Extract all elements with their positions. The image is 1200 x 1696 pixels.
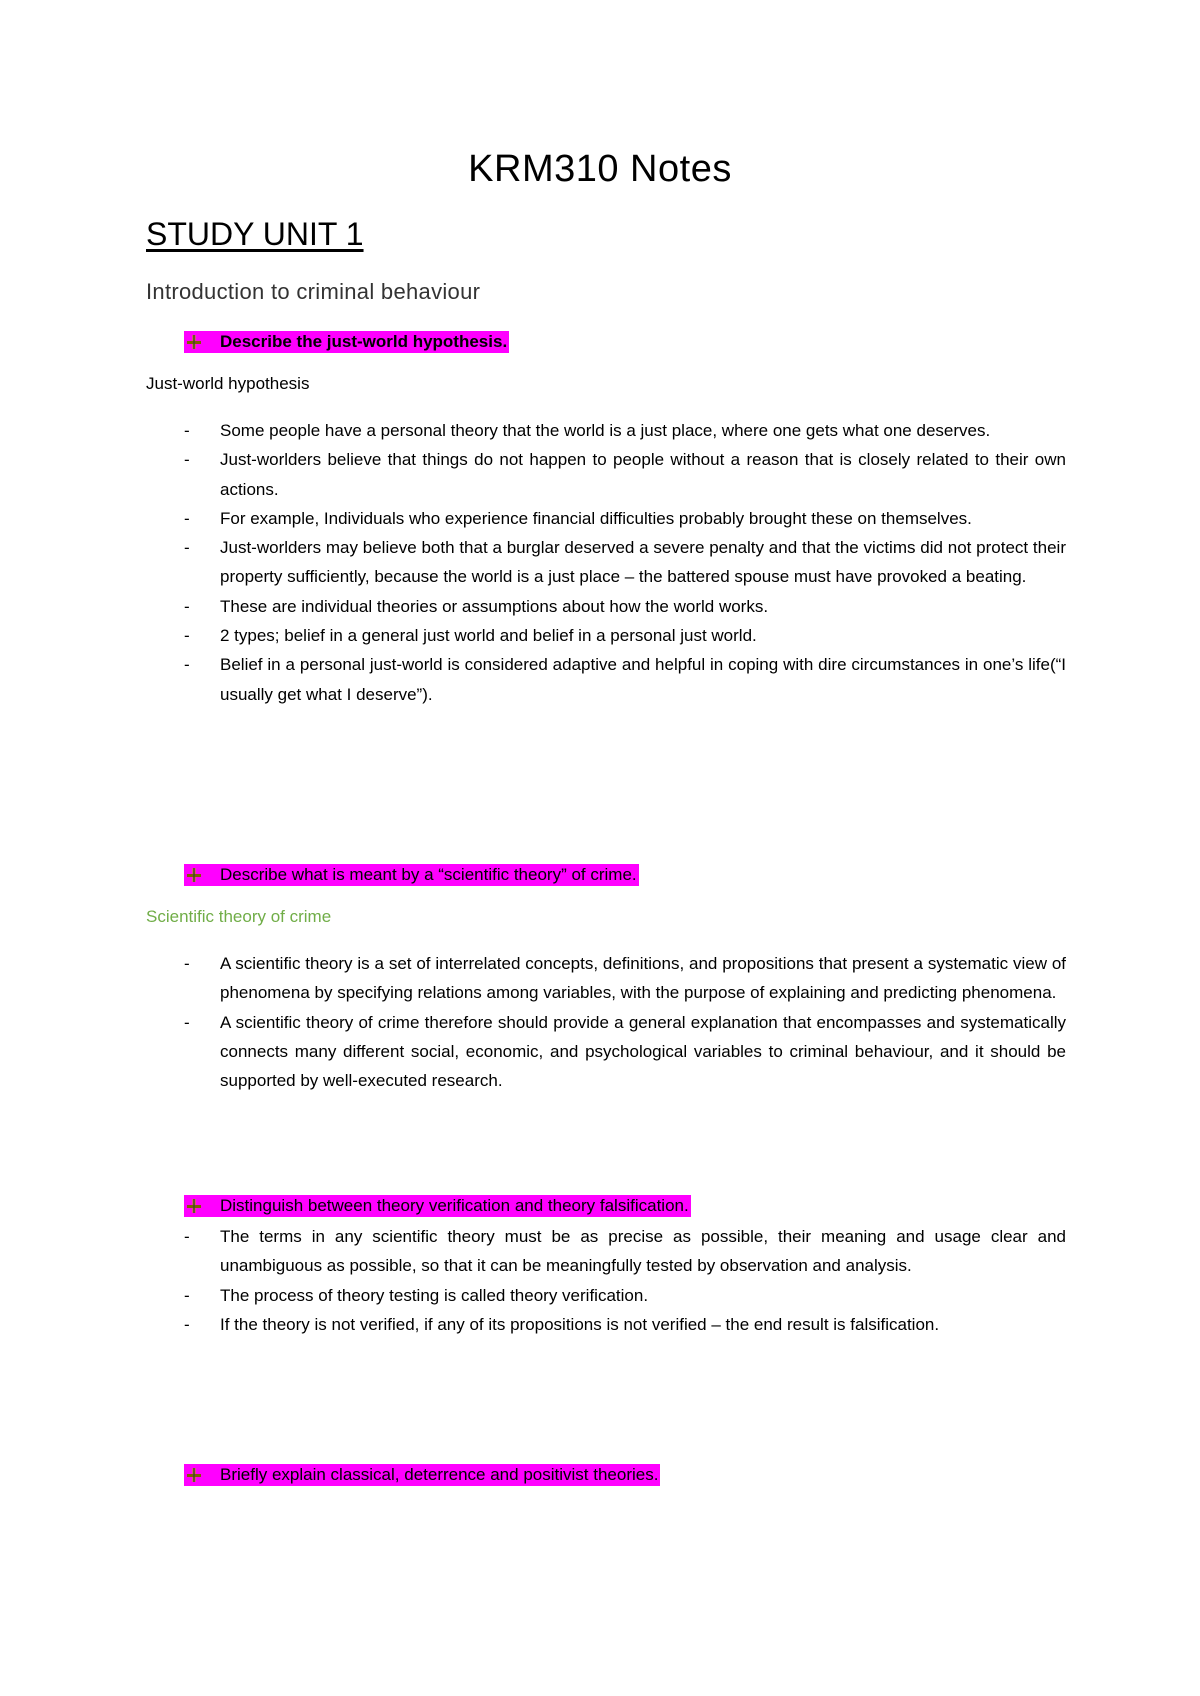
list-item: - The terms in any scientific theory must be as precise as possible, their meaning and usage clear and unambiguous as possible, so that it can be meaningfully tested by observation and analysis. bbox=[146, 1222, 1066, 1281]
unit-subtitle: Introduction to criminal behaviour bbox=[146, 279, 481, 304]
question-highlight-theories bbox=[184, 1462, 660, 1488]
list-item: - A scientific theory of crime therefore should provide a general explanation that encompasses and systematically connects many different social, economic, and psychological variables to criminal behaviour, and it should be supported by well-executed research. bbox=[146, 1008, 1066, 1096]
document-title: KRM310 Notes bbox=[468, 148, 732, 190]
verification-list bbox=[146, 1222, 1066, 1339]
list-item: - The process of theory testing is called theory verification. bbox=[146, 1281, 1066, 1310]
plus-icon bbox=[184, 864, 220, 886]
list-item: - If the theory is not verified, if any of its propositions is not verified – the end result is falsification. bbox=[146, 1310, 1066, 1339]
dash: - bbox=[184, 1285, 190, 1305]
list-item: - Some people have a personal theory that the world is a just place, where one gets what one deserves. bbox=[146, 416, 1066, 445]
list-item: - These are individual theories or assumptions about how the world works. bbox=[146, 592, 1066, 621]
list-item: - A scientific theory is a set of interrelated concepts, definitions, and propositions that present a systematic view of phenomena by specifying relations among variables, with the purpose of explaining and predicting phenomena. bbox=[146, 949, 1066, 1008]
dash: - bbox=[184, 655, 190, 675]
just-world-list bbox=[146, 416, 1066, 709]
plus-icon bbox=[184, 1195, 220, 1217]
scientific-theory-list bbox=[146, 949, 1066, 1095]
question-text: Briefly explain classical, deterrence and positivist theories. bbox=[220, 1465, 659, 1484]
plus-icon bbox=[184, 1464, 220, 1486]
question-highlight-just-world bbox=[184, 329, 509, 355]
list-item: - Belief in a personal just-world is considered adaptive and helpful in coping with dire circumstances in one’s life(“I usually get what I deserve”). bbox=[146, 650, 1066, 709]
question-text: Distinguish between theory verification and theory falsification. bbox=[220, 1196, 689, 1215]
dash: - bbox=[184, 450, 190, 470]
dash: - bbox=[184, 1227, 190, 1246]
dash: - bbox=[184, 421, 190, 440]
section-heading-just-world: Just-world hypothesis bbox=[146, 374, 310, 393]
list-item: - For example, Individuals who experience financial difficulties probably brought these on themselves. bbox=[146, 504, 1066, 533]
list-item: - Just-worlders may believe both that a burglar deserved a severe penalty and that the victims did not protect their property sufficiently, because the world is a just place – the battered spouse must have provoked a beating. bbox=[146, 533, 1066, 592]
plus-icon bbox=[184, 331, 220, 353]
list-item: - 2 types; belief in a general just world and belief in a personal just world. bbox=[146, 621, 1066, 650]
list-item: - Just-worlders believe that things do not happen to people without a reason that is closely related to their own actions. bbox=[146, 445, 1066, 504]
dash: - bbox=[184, 626, 190, 646]
section-heading-scientific-theory: Scientific theory of crime bbox=[146, 907, 332, 926]
dash: - bbox=[184, 1314, 190, 1334]
dash: - bbox=[184, 954, 190, 973]
dash: - bbox=[184, 508, 190, 528]
unit-heading: STUDY UNIT 1 bbox=[146, 216, 364, 252]
dash: - bbox=[184, 538, 190, 558]
question-text: Describe what is meant by a “scientific theory” of crime. bbox=[220, 865, 637, 884]
question-text: Describe the just-world hypothesis. bbox=[220, 332, 508, 351]
dash: - bbox=[184, 1012, 190, 1032]
question-highlight-scientific-theory bbox=[184, 862, 639, 888]
question-highlight-verification bbox=[184, 1193, 691, 1219]
dash: - bbox=[184, 596, 190, 616]
